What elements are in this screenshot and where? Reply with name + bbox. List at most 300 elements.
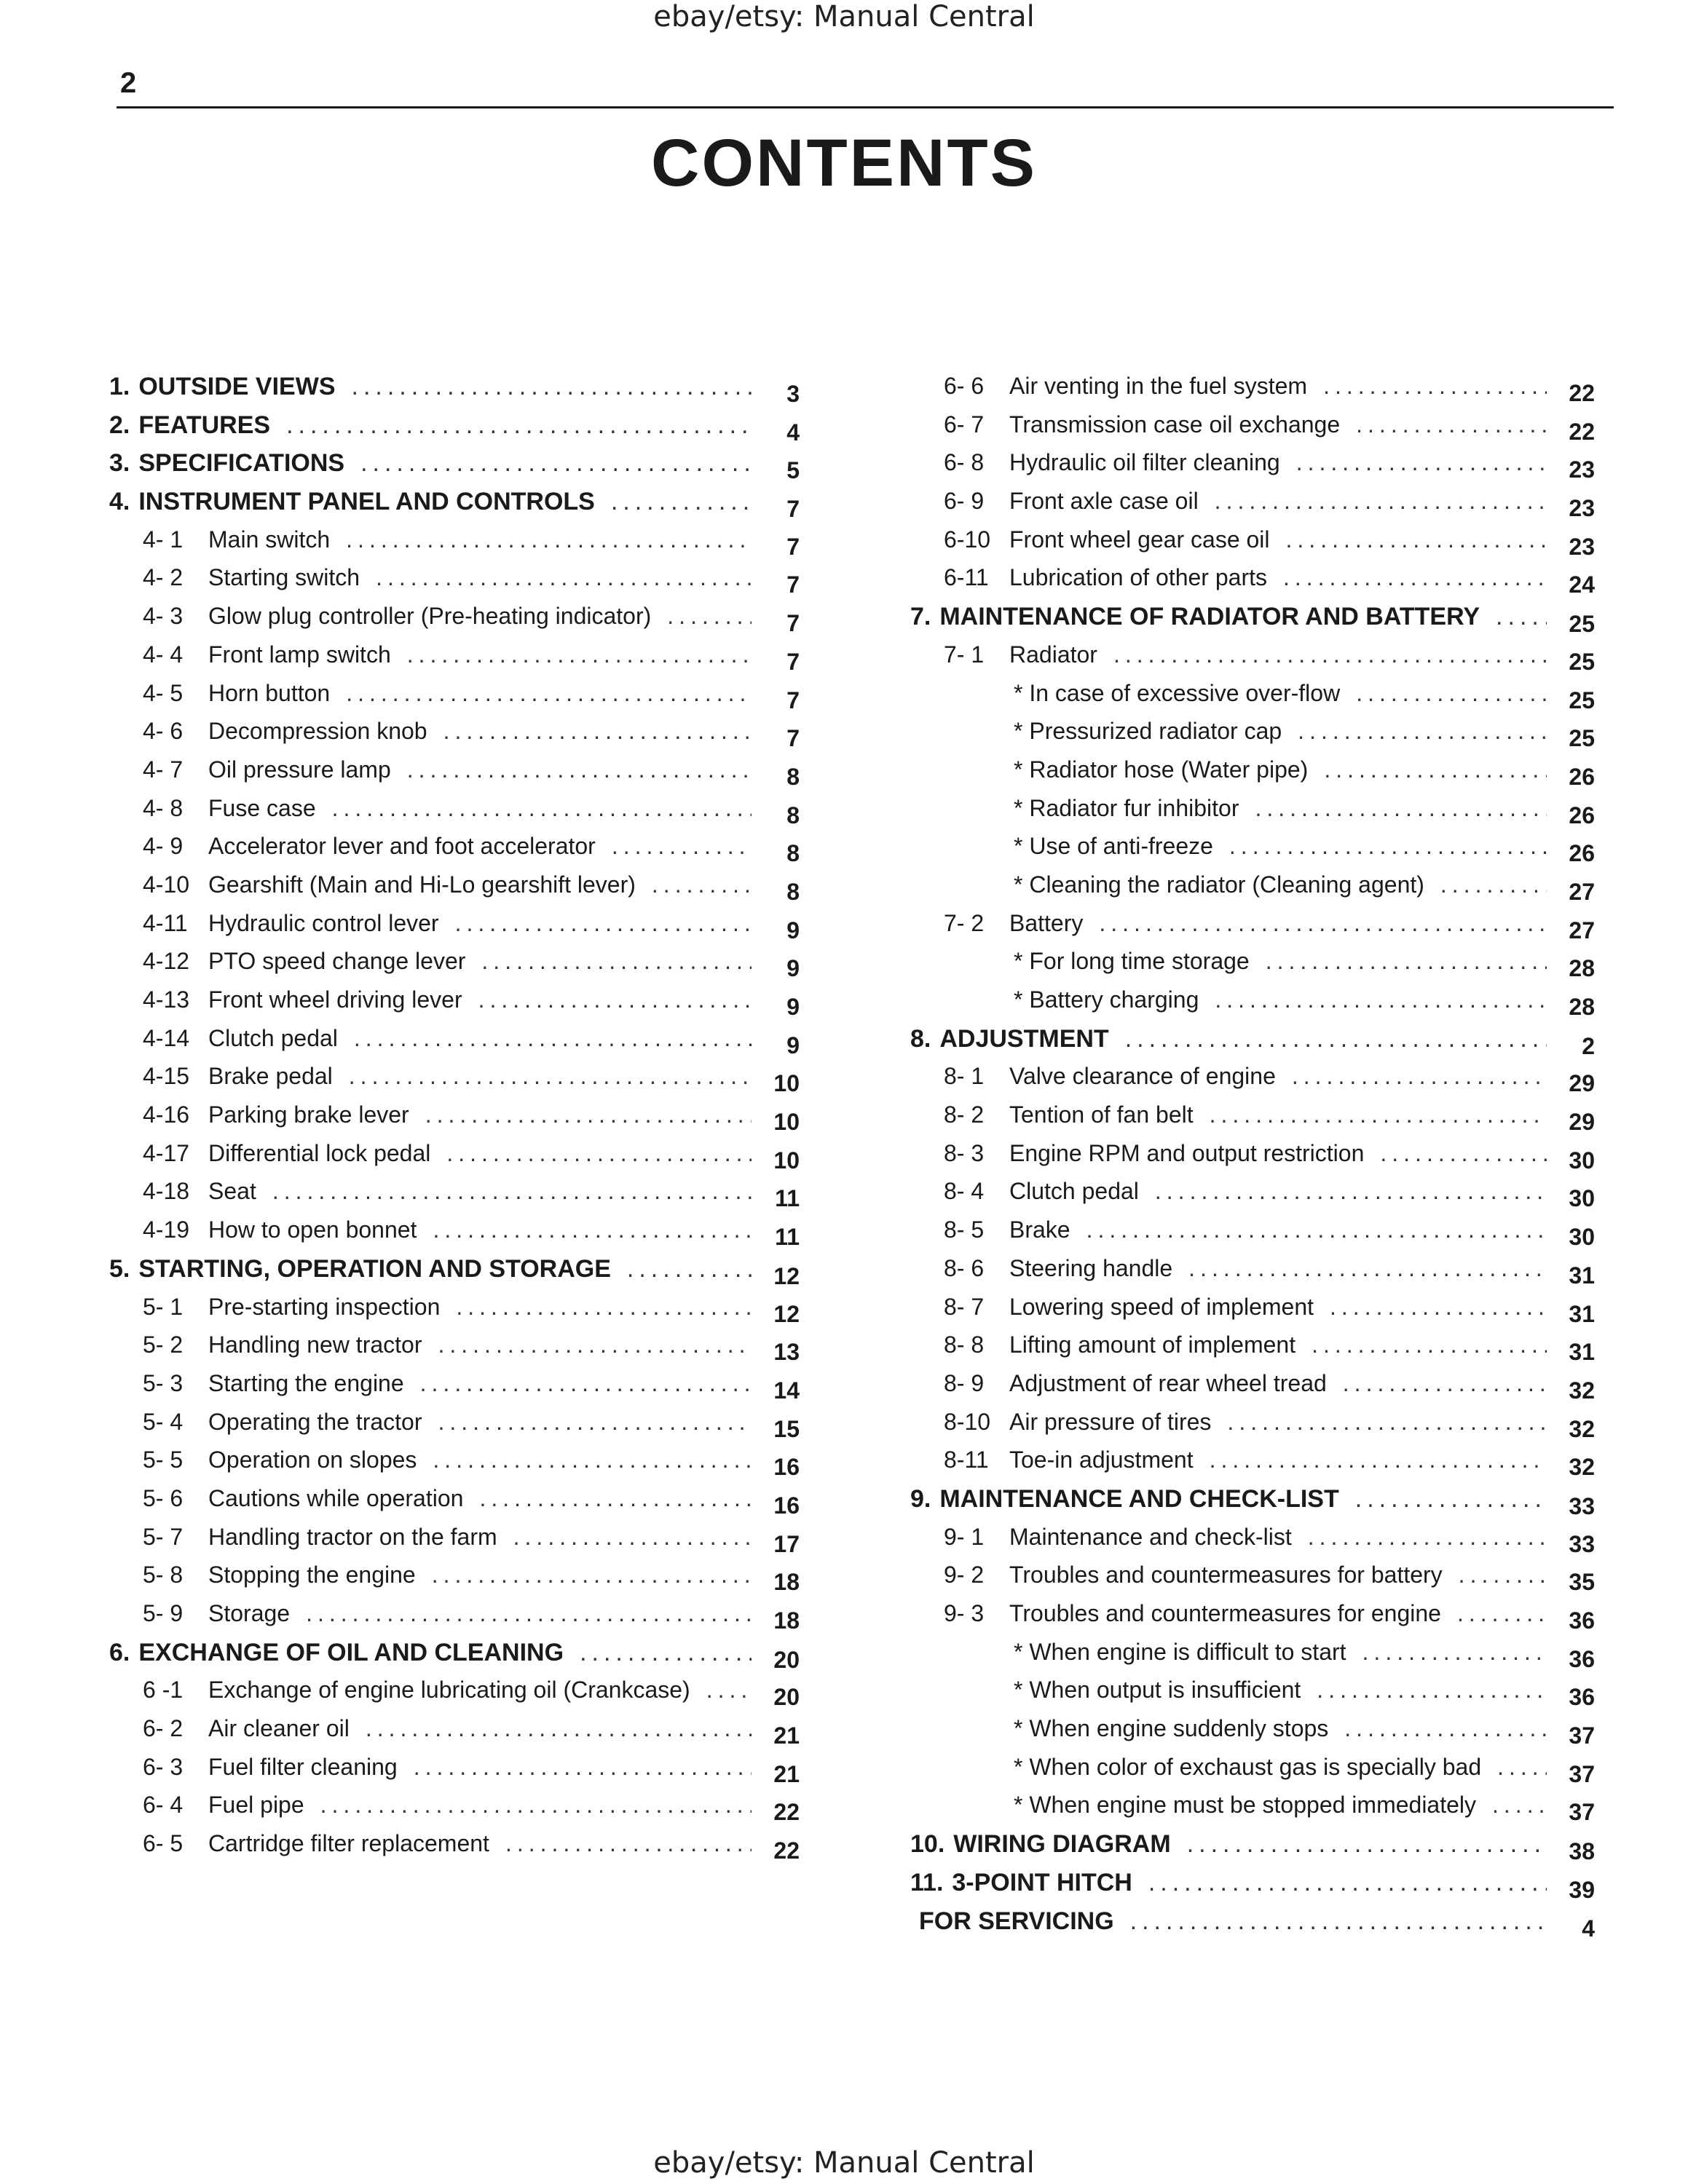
toc-entry-page: 26 [1569,763,1595,790]
toc-entry-number: 4-14 [143,1024,190,1051]
toc-entry-page: 17 [773,1530,800,1557]
toc-entry [910,1332,1595,1370]
toc-entry-number: 5- 9 [143,1600,184,1626]
toc-entry [109,1562,800,1600]
toc-entry-number: 6- 5 [143,1830,184,1857]
toc-entry-label: MAINTENANCE AND CHECK-LIST [939,1484,1339,1513]
toc-entry [109,1485,800,1524]
toc-entry-page: 16 [773,1454,800,1481]
toc-entry-number: 4- 2 [143,564,184,591]
toc-entry [910,986,1595,1025]
toc-entry-label: Lubrication of other parts [1009,564,1267,591]
toc-entry-label: Seat [208,1178,256,1205]
toc-entry-number: 4-15 [143,1063,190,1090]
toc-entry-number: 4-11 [143,909,188,936]
dot-leader [1323,373,1547,400]
toc-entry-number: 5- 7 [143,1523,184,1550]
toc-entry-number: 6-11 [944,564,989,591]
toc-entry-label: FEATURES [138,411,271,439]
toc-entry-page: 25 [1569,687,1595,713]
toc-entry-page: 26 [1569,840,1595,867]
toc-entry-label: Oil pressure lamp [208,756,391,783]
toc-entry [109,910,800,949]
toc-entry-page: 12 [773,1300,800,1327]
dot-leader [432,1562,752,1588]
dot-leader [438,1409,752,1436]
toc-entry [910,526,1595,565]
toc-entry-label: Steering handle [1009,1254,1173,1281]
dot-leader [1283,564,1547,591]
toc-entry [109,948,800,986]
toc-entry-page: 37 [1569,1722,1595,1749]
toc-entry-page: 26 [1569,802,1595,828]
toc-entry-number: 4- 9 [143,833,184,860]
toc-entry-page: 29 [1569,1109,1595,1136]
toc-entry-number: 6- 2 [143,1715,184,1742]
toc-entry-page: 31 [1569,1262,1595,1289]
dot-leader [1292,1063,1547,1090]
toc-entry-number: 7. [910,603,931,631]
toc-entry-label: Air pressure of tires [1009,1408,1212,1435]
toc-entry-number: 4-10 [143,871,190,898]
toc-entry-label: Valve clearance of engine [1009,1063,1276,1090]
toc-entry [910,1524,1595,1562]
dot-leader [376,564,752,591]
toc-entry-label: Front axle case oil [1009,488,1199,515]
dot-leader [455,910,752,937]
dot-leader [1188,1255,1547,1282]
toc-entry-label: Pre-starting inspection [208,1293,441,1320]
toc-entry-number: 10. [910,1830,945,1859]
toc-entry [910,373,1595,411]
dot-leader [1355,1485,1547,1514]
toc-entry-label: Front lamp switch [208,641,391,668]
toc-entry [109,1447,800,1485]
toc-entry-page: 22 [1569,418,1595,445]
toc-entry-label: * In case of excessive over-flow [1014,679,1341,706]
toc-entry-page: 23 [1569,456,1595,483]
dot-leader [1380,1140,1547,1167]
toc-entry [910,1754,1595,1792]
toc-entry [109,1639,800,1677]
toc-entry-page: 7 [786,725,800,752]
toc-entry-page: 18 [773,1569,800,1596]
toc-entry-page: 30 [1569,1185,1595,1212]
header-rule [117,106,1614,108]
dot-leader [414,1754,752,1781]
toc-entry [910,1063,1595,1101]
dot-leader [1496,603,1547,631]
toc-entry-number: 5- 5 [143,1447,184,1473]
toc-entry-label: Main switch [208,526,331,553]
toc-entry-label: * Cleaning the radiator (Cleaning agent) [1014,871,1424,898]
toc-entry-page: 32 [1569,1377,1595,1404]
toc-entry-number: 2. [109,411,130,439]
toc-entry-page: 16 [773,1492,800,1519]
page-number: 2 [120,67,137,99]
toc-entry [910,1600,1595,1639]
dot-leader [1125,1025,1547,1053]
toc-entry-label: Parking brake lever [208,1101,409,1128]
toc-entry-page: 21 [773,1722,800,1749]
toc-entry [109,756,800,795]
dot-leader [1155,1178,1547,1205]
toc-entry [910,1140,1595,1179]
toc-entry-label: Troubles and countermeasures for engine [1009,1600,1441,1626]
toc-entry [109,1792,800,1830]
toc-entry-label: * Use of anti-freeze [1014,833,1213,860]
toc-entry-number: 4-18 [143,1178,190,1205]
dot-leader [1492,1792,1547,1819]
toc-entry [910,449,1595,488]
toc-entry-page: 31 [1569,1300,1595,1327]
toc-entry-label: * Pressurized radiator cap [1014,718,1282,745]
toc-entry-label: * Battery charging [1014,986,1199,1013]
toc-entry [910,1447,1595,1485]
toc-entry [109,564,800,603]
dot-leader [354,1025,752,1052]
dot-leader [433,1216,752,1243]
toc-entry [910,910,1595,949]
dot-leader [667,603,752,630]
toc-entry-number: 4. [109,488,130,516]
dot-leader [478,986,752,1013]
toc-entry-number: 6- 7 [944,411,985,438]
page-title: CONTENTS [651,126,1037,200]
toc-entry-number: 5- 6 [143,1484,184,1511]
toc-entry [910,1255,1595,1294]
toc-entry-number: 6. [109,1638,130,1666]
toc-entry-label: * When output is insufficient [1014,1677,1301,1704]
toc-entry-number: 8- 8 [944,1332,985,1358]
toc-entry-label: * When color of exchaust gas is specially bad [1014,1753,1482,1780]
toc-entry-label: Clutch pedal [1009,1178,1139,1205]
dot-leader [1344,1715,1547,1742]
toc-entry-label: Operation on slopes [208,1447,417,1473]
toc-entry-label: Handling new tractor [208,1332,422,1358]
toc-entry-label: Brake pedal [208,1063,333,1090]
toc-entry-label: * Radiator fur inhibitor [1014,794,1239,821]
dot-leader [1308,1524,1547,1551]
toc-entry-number: 7- 1 [944,641,985,668]
dot-leader [1312,1332,1547,1358]
toc-entry [910,948,1595,986]
toc-entry-page: 28 [1569,994,1595,1020]
dot-leader [479,1485,752,1512]
dot-leader [1296,449,1547,476]
dot-leader [627,1255,752,1283]
toc-entry-label: * Radiator hose (Water pipe) [1014,756,1309,783]
toc-entry-number: 11. [910,1868,944,1896]
toc-entry-number: 8. [910,1024,931,1053]
toc-entry-number: 6- 8 [944,449,985,476]
toc-entry [109,718,800,756]
toc-entry [109,1830,800,1869]
toc-entry-page: 8 [786,763,800,790]
toc-entry [109,871,800,910]
toc-entry [109,526,800,565]
toc-entry [109,1063,800,1101]
toc-entry [910,1294,1595,1332]
toc-entry-label: Cartridge filter replacement [208,1830,489,1857]
toc-entry-number: 5- 4 [143,1408,184,1435]
dot-leader [1210,1447,1547,1473]
toc-entry [910,1562,1595,1600]
toc-entry [109,680,800,719]
dot-leader [1148,1869,1547,1897]
toc-entry-number: 1. [109,373,130,400]
toc-entry-label: Front wheel driving lever [208,986,462,1013]
toc-entry-label: Front wheel gear case oil [1009,526,1270,553]
dot-leader [306,1600,752,1627]
toc-entry-page: 23 [1569,533,1595,560]
toc-entry-page: 20 [773,1646,800,1673]
toc-entry [910,1869,1595,1907]
dot-leader [1440,871,1547,898]
toc-entry [910,1178,1595,1216]
dot-leader [1457,1600,1547,1627]
toc-entry-page: 24 [1569,571,1595,598]
toc-entry-page: 39 [1569,1876,1595,1903]
dot-leader [1210,1101,1547,1128]
toc-entry-label: Cautions while operation [208,1484,464,1511]
toc-entry-page: 38 [1569,1838,1595,1865]
toc-entry-page: 21 [773,1760,800,1787]
toc-entry-number: 6- 4 [143,1792,184,1819]
toc-entry [109,1140,800,1179]
toc-entry [109,1524,800,1562]
toc-entry [910,603,1595,641]
toc-entry [910,641,1595,680]
dot-leader [1099,910,1547,937]
dot-leader [1266,948,1547,975]
toc-entry [109,1332,800,1370]
toc-entry [109,1715,800,1754]
toc-entry [109,1101,800,1140]
toc-entry [109,795,800,834]
toc-entry-page: 18 [773,1607,800,1634]
toc-entry-number: 3. [109,449,130,478]
toc-entry-label: FOR SERVICING [919,1907,1114,1935]
dot-leader [513,1524,752,1551]
toc-entry-number: 8- 3 [944,1139,985,1166]
toc-entry-label: Toe-in adjustment [1009,1447,1194,1473]
toc-entry-label: Battery [1009,909,1084,936]
toc-entry-page: 32 [1569,1454,1595,1481]
toc-entry-page: 7 [786,648,800,675]
toc-entry-number: 4- 1 [143,526,184,553]
watermark-bottom: ebay/etsy: Manual Central [653,2146,1035,2180]
toc-entry-label: STARTING, OPERATION AND STORAGE [138,1254,611,1283]
toc-entry-label: Storage [208,1600,291,1626]
toc-entry-page: 30 [1569,1224,1595,1251]
toc-entry [910,488,1595,526]
toc-entry [910,795,1595,834]
dot-leader [1255,795,1547,822]
toc-entry-label: * When engine must be stopped immediately [1014,1792,1477,1819]
dot-leader [320,1792,752,1819]
toc-entry [910,718,1595,756]
toc-entry-page: 14 [773,1377,800,1404]
toc-entry-label: WIRING DIAGRAM [953,1830,1171,1859]
toc-entry-page: 8 [786,840,800,867]
toc-entry-number: 8- 9 [944,1369,985,1396]
toc-entry-label: Tention of fan belt [1009,1101,1194,1128]
dot-leader [425,1101,752,1128]
dot-leader [420,1370,752,1397]
toc-entry [109,411,800,450]
toc-entry [910,1025,1595,1064]
dot-leader [481,948,752,975]
toc-entry-label: ADJUSTMENT [939,1024,1109,1053]
toc-entry [109,986,800,1025]
toc-entry-label: Differential lock pedal [208,1139,431,1166]
toc-entry [910,1830,1595,1869]
toc-entry-number: 7- 2 [944,909,985,936]
dot-leader [346,680,752,707]
toc-entry-page: 10 [773,1109,800,1136]
toc-entry-label: PTO speed change lever [208,948,466,975]
toc-entry [109,641,800,680]
dot-leader [1356,680,1547,707]
dot-leader [433,1447,752,1473]
toc-entry-page: 36 [1569,1684,1595,1711]
toc-entry-number: 5. [109,1254,130,1283]
dot-leader [1086,1216,1547,1243]
toc-entry [109,449,800,488]
toc-entry-label: Horn button [208,679,331,706]
dot-leader [1362,1639,1547,1666]
toc-entry [910,1216,1595,1255]
toc-entry-label: Maintenance and check-list [1009,1523,1292,1550]
toc-entry-page: 29 [1569,1070,1595,1097]
dot-leader [1113,641,1547,668]
toc-entry-label: Stopping the engine [208,1562,416,1588]
dot-leader [349,1063,752,1090]
toc-entry-page: 36 [1569,1607,1595,1634]
toc-entry [109,1600,800,1639]
toc-entry-page: 10 [773,1147,800,1174]
toc-entry [910,871,1595,910]
toc-entry-page: 33 [1569,1530,1595,1557]
toc-entry-label: Glow plug controller (Pre-heating indicator) [208,603,652,630]
toc-entry-number: 5- 8 [143,1562,184,1588]
toc-entry-label: Adjustment of rear wheel tread [1009,1369,1327,1396]
dot-leader [1298,718,1547,745]
toc-entry-number: 9- 2 [944,1562,985,1588]
toc-entry-label: Radiator [1009,641,1097,668]
toc-entry-number: 4-19 [143,1216,190,1243]
toc-entry [910,680,1595,719]
toc-entry-page: 37 [1569,1799,1595,1826]
toc-entry-number: 8- 6 [944,1254,985,1281]
toc-entry-label: Lowering speed of implement [1009,1293,1314,1320]
toc-entry [910,1792,1595,1830]
toc-entry-page: 7 [786,687,800,713]
toc-entry [910,1907,1595,1946]
toc-entry-page: 27 [1569,878,1595,905]
toc-entry-label: Handling tractor on the farm [208,1523,497,1550]
dot-leader [332,795,752,822]
toc-entry-number: 4-16 [143,1101,190,1128]
toc-entry-label: Exchange of engine lubricating oil (Crankcase) [208,1677,690,1704]
toc-entry [910,1715,1595,1754]
toc-entry-number: 9. [910,1484,931,1513]
toc-entry [109,1294,800,1332]
toc-entry-number: 5- 3 [143,1369,184,1396]
toc-entry [910,1370,1595,1409]
toc-entry-number: 4- 5 [143,679,184,706]
toc-entry-number: 4- 3 [143,603,184,630]
toc-entry-page: 8 [786,802,800,828]
toc-entry-number: 8- 1 [944,1063,985,1090]
toc-entry-page: 10 [773,1070,800,1097]
toc-entry-number: 4- 7 [143,756,184,783]
toc-entry-page: 8 [786,878,800,905]
toc-entry-page: 20 [773,1684,800,1711]
toc-entry-label: Starting switch [208,564,360,591]
toc-entry [910,1677,1595,1715]
toc-entry-label: Air venting in the fuel system [1009,373,1308,399]
toc-entry-page: 25 [1569,611,1595,638]
dot-leader [580,1639,752,1667]
watermark-top: ebay/etsy: Manual Central [653,0,1035,33]
toc-entry-number: 8-10 [944,1408,991,1435]
toc-entry-label: EXCHANGE OF OIL AND CLEANING [138,1638,564,1666]
toc-entry-label: * When engine suddenly stops [1014,1715,1329,1742]
dot-leader [272,1178,752,1205]
toc-entry [109,373,800,411]
toc-entry-page: 2 [1582,1032,1595,1059]
toc-entry-label: INSTRUMENT PANEL AND CONTROLS [138,488,595,516]
dot-leader [407,756,752,783]
toc-entry-page: 33 [1569,1492,1595,1519]
dot-leader [1229,833,1547,860]
toc-entry [109,1025,800,1064]
toc-entry-page: 7 [786,571,800,598]
toc-entry-page: 11 [775,1185,800,1212]
dot-leader [1343,1370,1547,1397]
dot-leader [438,1332,752,1358]
toc-entry-number: 6-10 [944,526,991,553]
dot-leader [1356,411,1547,438]
dot-leader [1215,488,1547,515]
toc-entry-label: Hydraulic oil filter cleaning [1009,449,1280,476]
dot-leader [1324,756,1547,783]
toc-entry [109,1370,800,1409]
toc-entry-number: 4-12 [143,948,190,975]
toc-entry-label: OUTSIDE VIEWS [138,373,336,400]
dot-leader [360,449,752,478]
toc-entry-label: SPECIFICATIONS [138,449,345,478]
toc-entry-page: 9 [786,1032,800,1059]
toc-entry-page: 25 [1569,725,1595,752]
toc-entry-number: 8- 7 [944,1293,985,1320]
dot-leader [612,833,752,860]
toc-entry [910,1409,1595,1447]
dot-leader [1227,1409,1547,1436]
toc-entry-label: Starting the engine [208,1369,404,1396]
dot-leader [446,1140,752,1167]
toc-entry-page: 7 [786,533,800,560]
dot-leader [652,871,752,898]
toc-entry-page: 30 [1569,1147,1595,1174]
toc-entry-page: 3 [786,381,800,407]
toc-entry [109,1255,800,1294]
toc-entry-label: Decompression knob [208,718,427,745]
toc-entry-label: MAINTENANCE OF RADIATOR AND BATTERY [939,603,1480,631]
toc-entry-number: 4- 8 [143,794,184,821]
